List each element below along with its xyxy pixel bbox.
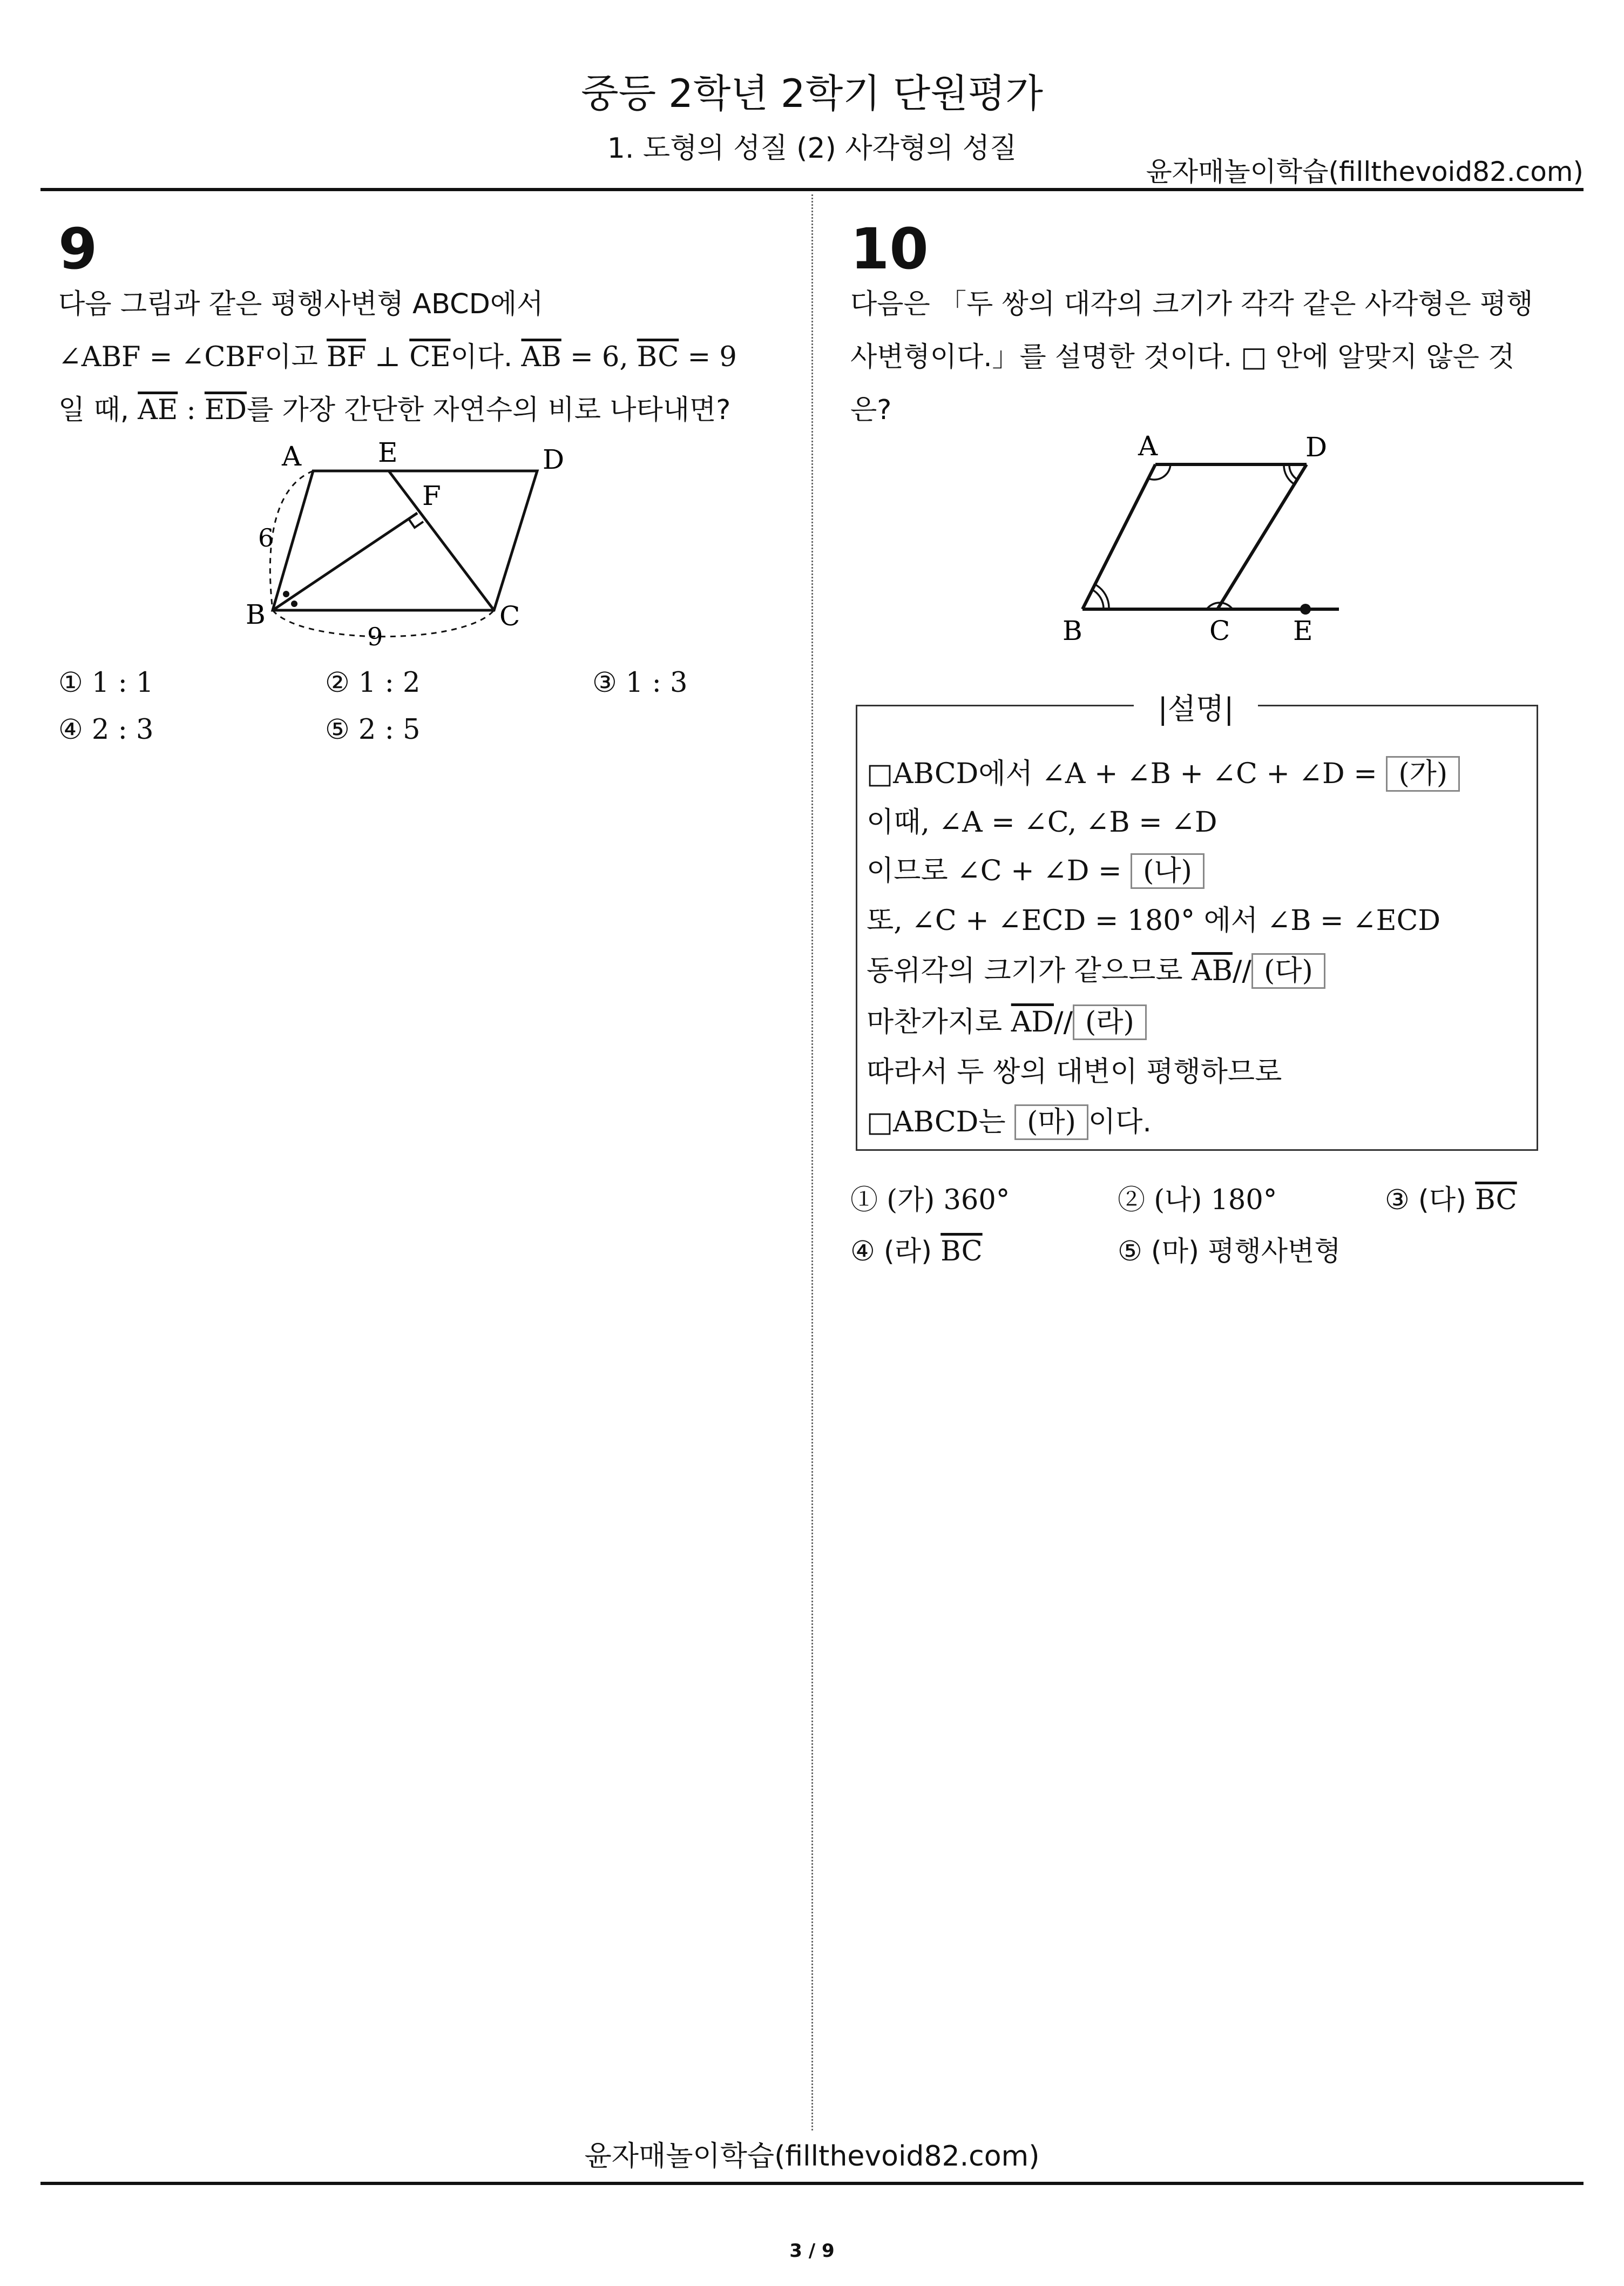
box-line-8: □ABCD는 (마) 이다. (867, 1099, 1152, 1140)
q9-label-c: C (499, 601, 520, 632)
header-rule (40, 188, 1584, 191)
q9-label-e: E (378, 437, 398, 468)
q9-right-angle-mark (409, 519, 423, 528)
page-subtitle: 1. 도형의 성질 (2) 사각형의 성질 (607, 132, 1017, 165)
page-number: 3 / 9 (789, 2240, 835, 2262)
q9-length-ab: 6 (258, 523, 274, 552)
column-divider (811, 194, 813, 2130)
box-line-6: 마찬가지로 $\overline{AD}//$ (라) (867, 999, 1147, 1040)
q9-parallelogram-figure (232, 432, 583, 659)
q10-line1: 다음은 「두 쌍의 대각의 크기가 각각 같은 사각형은 평행 (850, 288, 1533, 320)
q9-line1: 다음 그림과 같은 평행사변형 ABCD에서 (58, 288, 544, 320)
q9-segment-ec (389, 471, 494, 610)
q9-label-a: A (282, 441, 302, 472)
q10-label-c: C (1209, 615, 1230, 646)
q10-choice-2[interactable]: ② (나) 180° (1118, 1184, 1277, 1216)
q10-point-e (1300, 604, 1311, 615)
q9-label-d: D (543, 444, 565, 475)
explanation-box-title: |설명| (1134, 686, 1258, 727)
q10-choice-5[interactable]: ⑤ (마) 평행사변형 (1118, 1236, 1341, 1267)
box-line-5: 동위각의 크기가 같으므로 $\overline{AB}//$ (다) (867, 948, 1325, 989)
question-10-text (850, 278, 1552, 437)
q10-line2: 사변형이다.」를 설명한 것이다. □ 안에 알맞지 않은 것 (850, 341, 1515, 373)
q9-label-f: F (422, 480, 441, 511)
q10-choice-3[interactable]: ③ (다) $\overline{BC}$ (1385, 1184, 1517, 1216)
box-line-7: 따라서 두 쌍의 대변이 평행하므로 (867, 1056, 1282, 1088)
page-title: 중등 2학년 2학기 단원평가 (581, 71, 1043, 116)
q10-angle-b-arc (1095, 584, 1109, 609)
q10-angle-b-arc (1092, 590, 1104, 609)
box-line-4: 또, ∠C + ∠ECD = 180° 에서 ∠B = ∠ECD (867, 905, 1441, 937)
q9-label-b: B (246, 599, 266, 630)
q10-side-ab (1082, 464, 1155, 609)
q9-choice-1[interactable]: ① 1 : 1 (58, 667, 154, 699)
q9-angle-dot (291, 601, 297, 607)
q9-choice-2[interactable]: ② 1 : 2 (325, 667, 421, 699)
q9-choice-3[interactable]: ③ 1 : 3 (592, 667, 688, 699)
q10-choice-1[interactable]: ① (가) 360° (850, 1184, 1010, 1216)
q10-choice-4[interactable]: ④ (라) $\overline{BC}$ (850, 1236, 983, 1267)
q10-side-dc (1217, 464, 1307, 609)
box-line-2: 이때, ∠A = ∠C, ∠B = ∠D (867, 806, 1217, 839)
q9-angle-dot (283, 591, 289, 597)
box-line-1: □ABCD에서 ∠A + ∠B + ∠C + ∠D = (가) (867, 751, 1460, 792)
q10-label-a: A (1138, 430, 1158, 462)
question-9-text (58, 278, 771, 437)
q9-dashed-arc-bc (273, 610, 494, 637)
blank-da: (다) (1251, 953, 1325, 989)
q10-label-d: D (1305, 431, 1328, 463)
box-line-3: 이므로 ∠C + ∠D = (나) (867, 848, 1205, 889)
q9-length-bc: 9 (367, 622, 383, 651)
question-9-number: 9 (58, 216, 98, 282)
q9-choice-4[interactable]: ④ 2 : 3 (58, 714, 154, 746)
q9-segment-bf (273, 513, 417, 610)
brand-header: 윤자매놀이학습(fillthevoid82.com) (1146, 156, 1584, 187)
blank-ma: (마) (1014, 1104, 1088, 1140)
q10-angle-d-arc (1289, 464, 1297, 480)
brand-footer: 윤자매놀이학습(fillthevoid82.com) (584, 2140, 1040, 2173)
q10-label-e: E (1293, 615, 1313, 646)
blank-ra: (라) (1073, 1004, 1147, 1040)
q9-line2: ∠ABF = ∠CBF이고 $\overline{BF}$ ⊥ $\overline{CE}$이다. $\overline{AB} = 6$, $\overline{BC} = 9$ (58, 341, 737, 373)
blank-ga: (가) (1386, 756, 1460, 792)
q9-choice-5[interactable]: ⑤ 2 : 5 (325, 714, 421, 746)
q9-line3: 일 때, $\overline{AE}$ : $\overline{ED}$를 가장 간단한 자연수의 비로 나타내면? (58, 394, 731, 426)
q10-parallelogram-figure (1047, 421, 1350, 653)
footer-rule (40, 2182, 1584, 2185)
q10-label-b: B (1063, 615, 1082, 646)
blank-na: (나) (1131, 853, 1205, 889)
question-10-number: 10 (850, 216, 929, 282)
q10-line3: 은? (850, 394, 892, 426)
